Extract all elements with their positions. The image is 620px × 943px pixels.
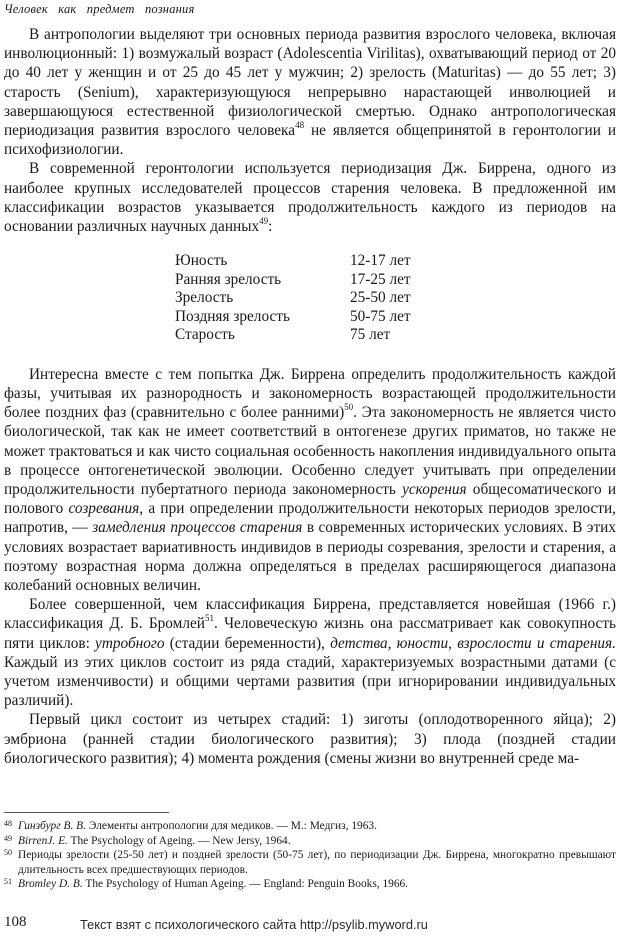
footnotes [4,819,616,892]
footnote-50: 50 Периоды зрелости (25-50 лет) и поздней зрелости (50-75 лет), по периодизации Дж. Биррена, многократно превышают длительность всех предшествующих периодов. [4,848,616,876]
table-row: Зрелость 25-50 лет [175,289,411,307]
paragraph-3: Интересна вместе с тем попытка Дж. Биррена определить продолжительность каждой фазы, учитывая их разнородность и закономерность возрастающей продолжительности более поздних фаз (сравнительно с более ранними)$^{50}$. Эта закономерность не является чисто биологической, так как не имеет соответствий в онтогенезе других приматов, но также не может трактоваться и как чисто социальная особенность накопления индивидуального опыта в процессе онтогенетической эволюции. Особенно следует учитывать при определении продолжительности пубертатного периода закономерность ускорения общесоматического и полового созревания, а при определении продолжительности некоторых периодов зрелости, напротив, — замедления процессов старения в современных исторических условиях. В этих условиях возрастает вариативность индивидов в периоды созревания, зрелости и старения, а поэтому возрастная норма должна определяться в пределах расширяющегося диапазона колебаний основных величин. [4,365,617,594]
footnote-49: 49 BirrenJ. E. The Psychology of Ageing. — New Jersy, 1964. [4,833,291,847]
page-number: 108 [4,914,27,930]
footnote-ref-48[interactable]: 48 [295,120,305,131]
paragraph-1: В антропологии выделяют три основных периода развития взрослого человека, включая инволюционный: 1) возмужалый возраст (Adolescentia Virilitas), охватывающий период от 20 до 40 лет у женщин и от 25 до 45 лет у мужчин; 2) зрелость (Maturitas) — до 55 лет; 3) старость (Senium), характеризующуюся непрерывно нарастающей инволюцией и завершающуюся естественной физиологической смертью. Однако антропологическая периодизация развития взрослого человека$^{48}$ не является общепринятой в геронтологии и психофизиологии. [4,26,617,159]
footnote-ref-51[interactable]: 51 [204,613,214,624]
main-text [4,25,616,768]
source-credit: Текст взят с психологического сайта http://psylib.myword.ru [80,917,428,932]
footnote-ref-49[interactable]: 49 [259,216,269,227]
age-periods-table [175,252,616,345]
table-row: Поздняя зрелость 50-75 лет [175,307,411,325]
paragraph-5: Первый цикл состоит из четырех стадий: 1) зиготы (оплодотворенного яйца); 2) эмбриона (ранней стадии биологического развития); 3) плода (поздней стадии биологического развития); 4) момента рождения (смены жизни во внутренней среде ма- [4,711,616,767]
footnote-divider [4,812,169,813]
footnote-48: 48 Гинзбург В. В. Элементы антропологии для медиков. — М.: Медгиз, 1963. [4,819,377,832]
paragraph-2: В современной геронтологии используется периодизация Дж. Биррена, одного из наиболее крупных исследователей процессов старения человека. В предложенной им классификации возрастов указывается продолжительность каждого из периодов на основании различных научных данных$^{49}$: [4,160,616,236]
table-row: Старость 75 лет [175,326,391,344]
source-link[interactable]: http://psylib.myword.ru [299,917,428,932]
paragraph-4: Более совершенной, чем классификация Биррена, представляется новейшая (1966 г.) классификация Д. Б. Бромлей$^{51}$. Человеческую жизнь она рассматривает как совокупность пяти циклов: утробного (стадии беременности), детства, юности, взрослости и старения. Каждый из этих циклов состоит из ряда стадий, характеризуемых возрастными датами (с учетом изменчивости) и общими чертами развития (при игнорировании индивидуальных различий). [4,596,616,710]
running-title: Человек как предмет познания [4,2,195,16]
table-row: Юность 12-17 лет [175,252,411,270]
footnote-51: 51 Bromley D. B. The Psychology of Human Ageing. — England: Penguin Books, 1966. [4,877,409,890]
table-row: Ранняя зрелость 17-25 лет [175,270,411,288]
footnote-ref-50[interactable]: 50 [344,402,354,413]
